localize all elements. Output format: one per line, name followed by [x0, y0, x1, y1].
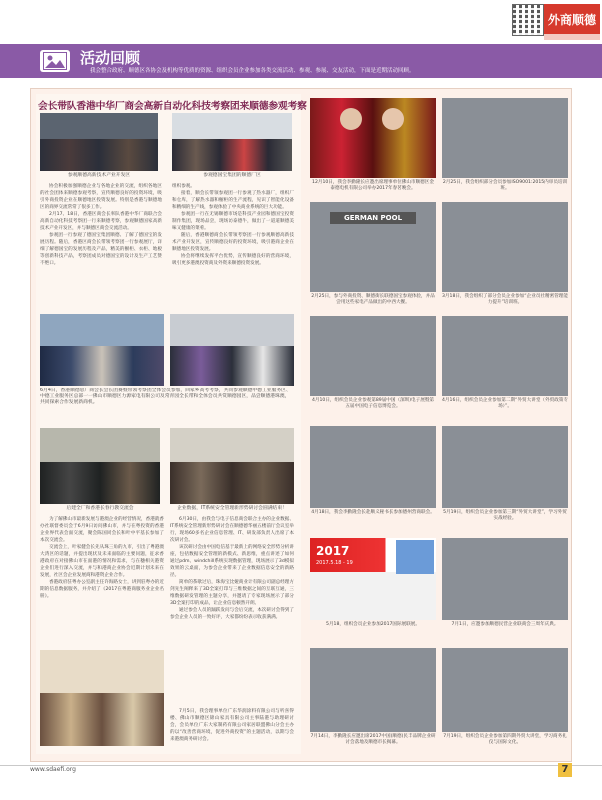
- section-subtitle: 我会整合政府、顺德区各协会及机构等优质的资源、组织会员企业参加各类交流活动、参观、参展、交友活动，下面是近期活动回顾。: [90, 68, 415, 74]
- gallery-caption: 2月25日，我会组织部分会员参加ISO9001:2015内审员培训班。: [442, 180, 568, 191]
- article-paragraph: 协会积极加强顺德企业与各地企业的交流，组织各地区的社会团体来顺德参观考察，宣传顺德良好的投资环境，吸引外商投资企业在顺德地区投资发展。特别是香港与顺德地区的商界交流常常了很多工作。 2月17、18日，香港区商会长率队香港中华厂商联合会高新自动化科技考察团一行来顺德考察，参观顺德国家高新技术产业开发区，并与顺德区商会交流活动。 参观团一行参观了德国宝集团顺德、了解了德国宝的发展历程。随后，香港区商会长带领考察团一行参观展厅，详细了解德国宝的发展历程及产品，精美的橱柜、衣柜、地板等创新科技产品，考察团成员对德国宝的设计及生产工艺赞不绝口。: [40, 184, 162, 266]
- gallery-photo: [442, 426, 568, 508]
- gallery-caption: 7月14日，李勤隆长应邀出席2017中国(顺德)民丰品牌企业研讨会落地及顺德市长揭幕。: [310, 734, 436, 745]
- photo-caption: 企业数据，IT系统安全管理新形势研讨会圆满结束！: [177, 506, 287, 511]
- gallery-caption: 4月16日，组织会员企业参加第二期“外贸大讲堂（外贸政策专场）”。: [442, 398, 568, 409]
- photo-caption: 后建全厂和香港长春行教交流会: [66, 506, 134, 511]
- page-header: [0, 0, 602, 44]
- gallery-photo: [442, 98, 568, 178]
- gallery-photo: [442, 316, 568, 396]
- expo-banner-date: 2017.5.18 - 19: [316, 560, 353, 566]
- gallery-caption: 4月18日，我会李勤隆会长赴顺义秘书长参加德州营商联会。: [311, 510, 435, 515]
- article-photo: [40, 314, 164, 386]
- gallery-caption: 7月1日，应邀参加顺德民营企业联商会三周年庆典。: [451, 622, 559, 627]
- gallery-caption: 3月18日，我会组织了部分会员企业参加“企业员社精密管理能力提升”培训班。: [442, 294, 568, 305]
- gallery-photo: [442, 202, 568, 292]
- gallery-photo: [310, 316, 436, 396]
- article-title: 会长带队香港中华厂商会高新自动化科技考察团来顺德参观考察: [38, 101, 307, 112]
- article-photo: [170, 428, 294, 504]
- gallery-photo: [442, 648, 568, 732]
- section-title: 活动回顾: [80, 49, 141, 67]
- gallery-photo: [310, 538, 436, 620]
- section-header: [0, 44, 602, 78]
- gallery-photo: [310, 426, 436, 508]
- footer-divider: [0, 765, 602, 766]
- article-paragraph: 6月30日，由我会与电子信息商会联合主办的企业数据、IT系统安全管理新形势研讨会在顺德德华丽五楼前厅会议室举行，现场60多名企业信息管理、IT、研发部负责人出席了本次研讨会。 该次研讨会由中国电信基于最新上的网络安全形势分析讲座，包括数据安全管理的新模式、新思维，重点讲述了如何通过pdm、windchill系统实现数据管理，现场展示了3d模拟效果的云桌面，为参会企业带来了企业数据信息安全的新路径。 简单的茶歇过后，珠海宝比娅商业计有限公司副总经理方剑先生阐释来了3D全案打印与三维数据之间的互联互通，三维数据研发管理的主题分享，并邀请了专家现场展示了部分3D全案打印的成品，让企业信息顿然开朗。 通过参会人员的踊跃发问与会后交流，本次研讨会得到了参会企业人员的一致好评，大家都纷纷表示收获满满。: [170, 517, 294, 620]
- gallery-photo: [442, 538, 568, 620]
- gallery-caption: 7月19日，组织会员企业参加第四期外贸大讲堂，学习商务礼仪与国际文化。: [443, 734, 567, 745]
- gallery-caption: 5月18，组织会员企业参加2017国际展联展。: [326, 622, 420, 627]
- photo-caption: 6月4日，香港顺德思厂商会长会长团赛暨带领考察团全体会员参加，回家乡高考考察，共同参观顺德中德工业服务区、中德工业服务区总部一一佛山市顺德区力源家电有限公司及常青园全长带和全体会员共赏顺德园区，品尝顺德港珠澳，共同探索合作发展新商机。: [40, 388, 291, 405]
- article-photo: [40, 428, 160, 504]
- footer-url[interactable]: www.sdaefi.org: [30, 766, 76, 773]
- article-photo: [40, 650, 164, 746]
- gallery-photo: [310, 648, 436, 732]
- brand-logo: 外商顺德: [544, 4, 600, 34]
- gallery-photo: GERMAN POOL: [310, 202, 436, 292]
- gallery-caption: 5月19日，组织会员企业参加第三期“外贸大讲堂”，学习外贸实战经验。: [443, 510, 567, 521]
- gallery-photo: [310, 98, 436, 178]
- gallery-caption: 2月25日，参与外商投资、顺德街长联德国宝参观体验，并品尝用这些家电产品做出的中西大餐。: [311, 294, 435, 305]
- article-photo: [170, 314, 294, 386]
- article-paragraph: 7月5日，我会理事单位广东华润涂料有限公司与听喜得楼、佛山市顺德区锦山家具有限公司主事陆港与助理研讨会，会员单位广东大家制药有限公司家居联盟佛山分会主办的以“改善营商环境，促进外商投资”的主题活动，以期与会来港澳商务研讨会。: [170, 709, 294, 742]
- article-paragraph: 组织参观。 接着，顺会长带领参观团一行参观了热水器厂，组织厂和仓库，了解热水器和橱柜的生产流程，见识了智能化设备和精细的生产线，参观体验了中央商业系统的巨大功能。 参观团一行在无锡顺德市场是科技产业园和德国宝投资制作集团，现场品尝，现场访泰德牛，做出了一道道顺德美味又健康的菜肴。 随后，香港顺德商会长带领考察团一行参观顺德高新技术产业开发区，宣传顺德良好的投资环境，吸引港商企业在顺德地区投资发展。 协会将继续发挥平台优势，宣传顺德良好的营商环境，吸引更多港澳投资商及外资来顺德投资发展。: [172, 184, 294, 266]
- expo-banner-year: 2017: [316, 544, 350, 558]
- article-paragraph: 为了解佛山市最新发展与港澳企业的经营情况，香港就香办社联督委员会于6月9日访问佛山市，并与在粤投资的香港企业界代表会面交流，聚会陈国同会长和叶中平基长参加了本次交流会。 交流会上，叶家健会长先从珠三角的九市，引出了粤港澳大湾区的话题，并提出现状及未来面临的主要问题，征求香港政府在对接佛山市在面港的情况和需求，与在穗相关港资企业们进行深入交流，并与和港商企业协会近期计划未来在发展，社区会企业发展商和港资企业合作。 香港政府驻粤办公室副主任许海路女士，讲到驻粤办的近期的信息数据服务，并介绍了《2017在粤港商服务业企业名册》。: [40, 517, 164, 599]
- brand-underline: [544, 34, 600, 40]
- gallery-caption: 12月10日，我会李勤隆长应邀出席理事单位佛山市顺德区金泰德电机有限公司举办2017年春茗晚会。: [312, 180, 434, 191]
- article-photo: [40, 113, 158, 171]
- page-number: 7: [558, 763, 572, 777]
- photo-caption: 参观德国宝集团的顺德厂区: [203, 173, 261, 178]
- qr-code-icon: [512, 4, 544, 36]
- picture-icon: [40, 50, 70, 72]
- gallery-caption: 4月10日，组织会员企业参观第89届中国（深圳)电子展暨第五届中国电子信息博览会。: [311, 398, 435, 409]
- photo-caption: 参观顺德高新技术产业开发区: [67, 173, 131, 178]
- article-photo: [172, 113, 292, 171]
